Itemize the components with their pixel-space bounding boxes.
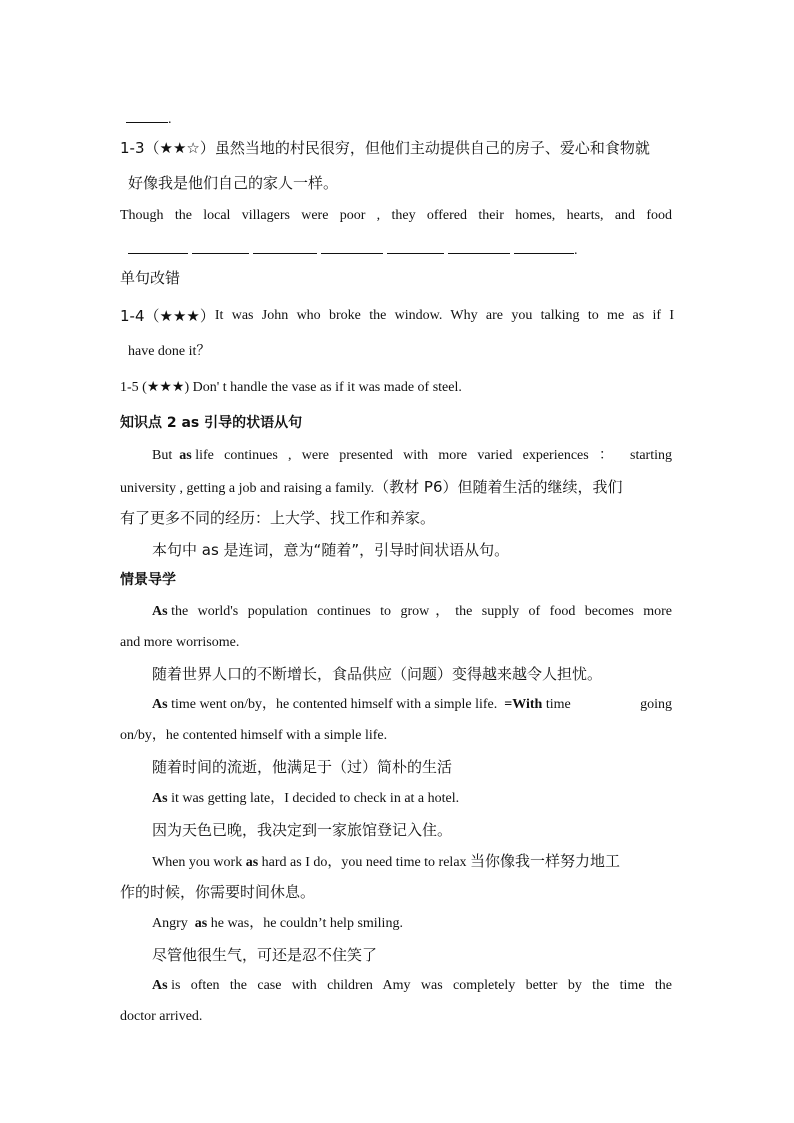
example-4-line-1 xyxy=(152,851,620,873)
section-heading-context: 情景导学 xyxy=(120,572,176,588)
example-4-text: hard as I do，you need time to relax xyxy=(261,855,467,870)
question-1-3-chinese: 虽然当地的村民很穷，但他们主动提供自己的房子、爱心和食物就 xyxy=(214,139,650,157)
example-4-translation-2: 作的时候，你需要时间休息。 xyxy=(120,883,316,901)
kp2-example-line-1 xyxy=(152,446,672,466)
example-4-as: as xyxy=(245,855,259,870)
blank[interactable] xyxy=(253,239,317,254)
kp2-example-line-2 xyxy=(120,477,623,499)
blank[interactable] xyxy=(192,239,249,254)
example-5-translation: 尽管他很生气，可还是忍不住笑了 xyxy=(152,946,378,964)
blank[interactable] xyxy=(126,108,168,123)
example-3-line-1 xyxy=(152,789,459,809)
example-3-text: it was getting late，I decided to check in at a hotel. xyxy=(171,791,460,806)
blank[interactable] xyxy=(387,239,444,254)
example-5-line-1 xyxy=(152,914,403,934)
answer-blank-line xyxy=(126,108,172,130)
example-6-line-2: doctor arrived. xyxy=(120,1009,203,1024)
example-2-text: time went on/by，he contented himself with a simple life. xyxy=(171,697,498,712)
example-2-line-1 xyxy=(152,695,672,715)
kp2-example-rest: life continues , were presented with more varied experiences ： starting xyxy=(195,448,672,463)
example-6-as: As xyxy=(152,978,168,993)
kp2-note: 本句中 as 是连词，意为“随着”，引导时间状语从句。 xyxy=(152,541,510,559)
question-1-4-text: It was John who broke the window. Why are you talking to me as if I xyxy=(214,308,674,323)
example-1-line-1 xyxy=(152,602,672,622)
example-1-line-2: and more worrisome. xyxy=(120,635,240,650)
example-4-translation-1: 当你像我一样努力地工 xyxy=(470,852,621,870)
example-4-pre: When you work xyxy=(152,855,243,870)
question-1-4-label: 1-4（★★★） xyxy=(120,307,215,325)
question-1-3-label: 1-3（★★☆） xyxy=(120,139,215,157)
blank[interactable] xyxy=(128,239,188,254)
example-6-text: is often the case with children Amy was completely better by the time the xyxy=(171,978,672,993)
question-1-3-line-1 xyxy=(120,138,650,158)
period: . xyxy=(168,112,172,127)
question-1-5-label: 1-5 (★★★) xyxy=(120,380,190,395)
example-2-with: =With xyxy=(504,697,543,712)
knowledge-point-2-title: 知识点 2 as 引导的状语从句 xyxy=(120,415,303,431)
blank[interactable] xyxy=(448,239,510,254)
kp2-example-line-3: 有了更多不同的经历：上大学、找工作和养家。 xyxy=(120,509,436,527)
kp2-example-as: as xyxy=(179,448,192,463)
question-1-3-blanks xyxy=(128,239,578,261)
question-1-5-text: Don' t handle the vase as if it was made of steel. xyxy=(192,380,462,395)
question-1-5 xyxy=(120,378,462,398)
blank[interactable] xyxy=(321,239,383,254)
kp2-example-line-2-en: university , getting a job and raising a family. xyxy=(120,481,375,496)
question-1-3-english: Though the local villagers were poor , they offered their homes, hearts, and food xyxy=(120,208,672,223)
example-5-text: he was，he couldn’t help smiling. xyxy=(210,916,403,931)
period: . xyxy=(574,243,578,258)
example-2-as: As xyxy=(152,697,168,712)
example-2-translation: 随着时间的流逝，他满足于（过）简朴的生活 xyxy=(152,758,453,776)
example-6-line-1 xyxy=(152,976,672,996)
question-1-4-line-1 xyxy=(120,306,674,326)
example-1-as: As xyxy=(152,604,168,619)
example-1-text: the world's population continues to grow，the supply of food becomes more xyxy=(171,604,672,619)
example-5-as: as xyxy=(194,916,208,931)
question-1-4-line-2: have done it？ xyxy=(128,344,211,359)
example-2-text-2: time going xyxy=(545,697,672,712)
example-5-pre: Angry xyxy=(152,916,188,931)
example-1-translation: 随着世界人口的不断增长，食品供应（问题）变得越来越令人担忧。 xyxy=(152,665,603,683)
example-3-as: As xyxy=(152,791,168,806)
blank[interactable] xyxy=(514,239,574,254)
section-heading-correction: 单句改错 xyxy=(120,269,181,287)
example-3-translation: 因为天色已晚，我决定到一家旅馆登记入住。 xyxy=(152,821,453,839)
kp2-example-line-2-zh: （教材 P6）但随着生活的继续，我们 xyxy=(374,478,623,496)
example-2-line-2: on/by，he contented himself with a simple life. xyxy=(120,728,388,743)
question-1-3-line-2: 好像我是他们自己的家人一样。 xyxy=(128,174,339,192)
kp2-example-but: But xyxy=(152,448,173,463)
